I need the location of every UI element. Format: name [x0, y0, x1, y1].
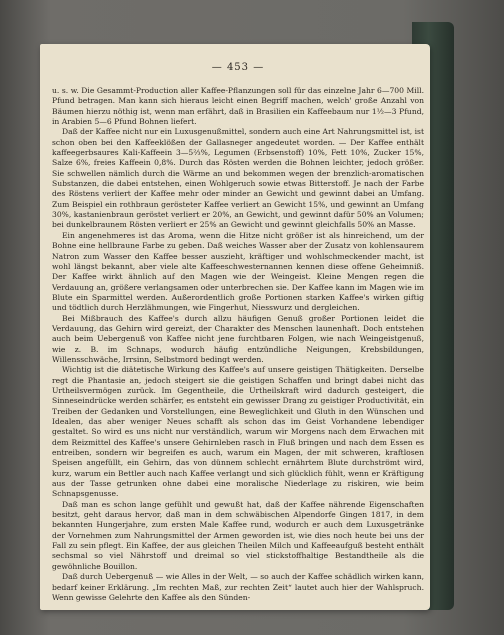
- page-number: — 453 —: [211, 62, 265, 73]
- paragraph-6: Daß man es schon lange gefühlt und gewußt hat, daß der Kaffee nährende Eigenschaften besitzt, geht daraus hervor, daß man in dem schwäbischen Alpendorfe Gingen 1817, in dem bekannten Hungerjahre, zum ersten Male Kaffee rund, wodurch er auch dem Luxusgetränke der Vornehmen zum Nahrungsmittel der Armen geworden ist, wie dies noch heute bei uns der Fall zu sein pflegt. Ein Kaffee, der aus gleichen Theilen Milch und Kaffeeaufguß besteht enthält sechsmal so viel Nährstoff und dreimal so viel stickstoffhaltige Bestandtheile als die gewöhnliche Bouillon.: [52, 499, 424, 571]
- paragraph-2: Daß der Kaffee nicht nur ein Luxusgenußmittel, sondern auch eine Art Nahrungsmittel ist, ist schon oben bei den Kaffeeklößen der Gallasneger angedeutet worden. — Der Kaffee enthält kaffeegerbsaures Kali-Kaffeein 3—5⅔%, Legumen (Erbsenstoff) 10%, Fett 10%, Zucker 15%, Salze 6%, freies Kaffeein 0,8%. Durch das Rösten werden die Bohnen leichter, jedoch größer. Sie schwellen nämlich durch die Wärme an und bekommen wegen der brenzlich-aromatischen Substanzen, die dabei entstehen, einen Wohlgeruch sowie etwas Bitterstoff. Je nach der Farbe des Röstens verliert der Kaffee mehr oder minder an Gewicht und gewinnt dabei an Umfang. Zum Beispiel ein rothbraun gerösteter Kaffee verliert an Gewicht 15%, und gewinnt an Umfang 30%, kastanienbraun geröstet verliert er 20%, an Gewicht, und gewinnt dafür 50% an Volumen; bei dunkelbraunem Rösten verliert er 25% an Gewicht und gewinnt gleichfalls 50% an Masse.: [52, 127, 424, 230]
- book-page: [40, 44, 430, 610]
- paragraph-7: Daß durch Uebergenuß — wie Alles in der Welt, — so auch der Kaffee schädlich wirken kann, bedarf keiner Erklärung. „Im rechten Maß, zur rechten Zeit“ lautet auch hier der Wahlspruch. Wenn gewisse Gelehrte den Kaffee als den Sünden-: [52, 572, 424, 602]
- paragraph-5: Wichtig ist die diätetische Wirkung des Kaffee's auf unsere geistigen Thätigkeiten. Derselbe regt die Phantasie an, jedoch steigert sie die geistigen Schaffen und bringt dabei nicht das Urtheilsvermögen zurück. Im Gegentheile, die Urtheilskraft wird dadurch gesteigert, die Sinneseindrücke werden schärfer, es entsteht ein gewisser Drang zu geistiger Productivität, ein Treiben der Gedanken und Vorstellungen, eine Beweglichkeit und Gluth in den Wünschen und Idealen, das aber weniger Neues schafft als schon das im Geist Vorhandene lebendiger gestaltet. So wird es uns nicht nur verständlich, warum wir Morgens nach dem Erwachen mit dem Reizmittel des Kaffee's unsere Gehirnleben rasch in Fluß bringen und nach dem Essen es entreiben, sondern wir begreifen es auch, warum ein Magen, der mit schweren, kraftlosen Speisen angefüllt, ein Gehirn, das von dünnem schlecht ernährtem Blute durchströmt wird, kurz, warum ein Bettler auch nach Kaffee verlangt und sich glücklich fühlt, wenn er Kräftigung aus der Tasse getrunken ohne dabei eine moralische Niederlage zu riskiren, wie beim Schnapsgenusse.: [52, 365, 424, 499]
- paragraph-1: u. s. w. Die Gesammt-Production aller Kaffee-Pflanzungen soll für das einzelne Jahr 6—700 Mill. Pfund betragen. Man kann sich hieraus leicht einen Begriff machen, welch' große Anzahl von Bäumen hierzu nöthig ist, wenn man erfährt, daß in Brasilien ein Kaffeebaum nur 1½—3 Pfund, in Arabien 5—6 Pfund Bohnen liefert.: [52, 86, 424, 127]
- page-content: [52, 62, 424, 602]
- paragraph-4: Bei Mißbrauch des Kaffee's durch allzu häufigen Genuß großer Portionen leidet die Verdauung, das Gehirn wird gereizt, der Charakter des Menschen launenhaft. Doch entstehen auch beim Uebergenuß von Kaffee nicht jene furchtbaren Folgen, wie nach Weingeistgenuß, wie z. B. im Schnaps, wodurch häufig entzündliche Neigungen, Krebsbildungen, Willensschwäche, Irrsinn, Selbstmord bedingt werden.: [52, 313, 424, 364]
- paragraph-3: Ein angenehmeres ist das Aroma, wenn die Hitze nicht größer ist als hinreichend, um der Bohne eine hellbraune Farbe zu geben. Daß weiches Wasser aber der Zusatz von kohlensaurem Natron zum Wasser den Kaffee besser auszieht, kräftiger und wohlschmeckender macht, ist wohl längst bekannt, aber viele alte Kaffeeschwesternannen kennen diese offene Geheimniß. Der Kaffee wirkt ähnlich auf den Magen wie der Weingeist. Kleine Mengen regen die Verdauung an, größere verlangsamen oder unterbrechen sie. Der Kaffee kann im Magen wie im Blute ein Sparmittel werden. Außerordentlich große Portionen starken Kaffee's wirken giftig und tödtlich durch Herzlähmungen, wie Fingerhut, Niesswurz und dergleichen.: [52, 230, 424, 313]
